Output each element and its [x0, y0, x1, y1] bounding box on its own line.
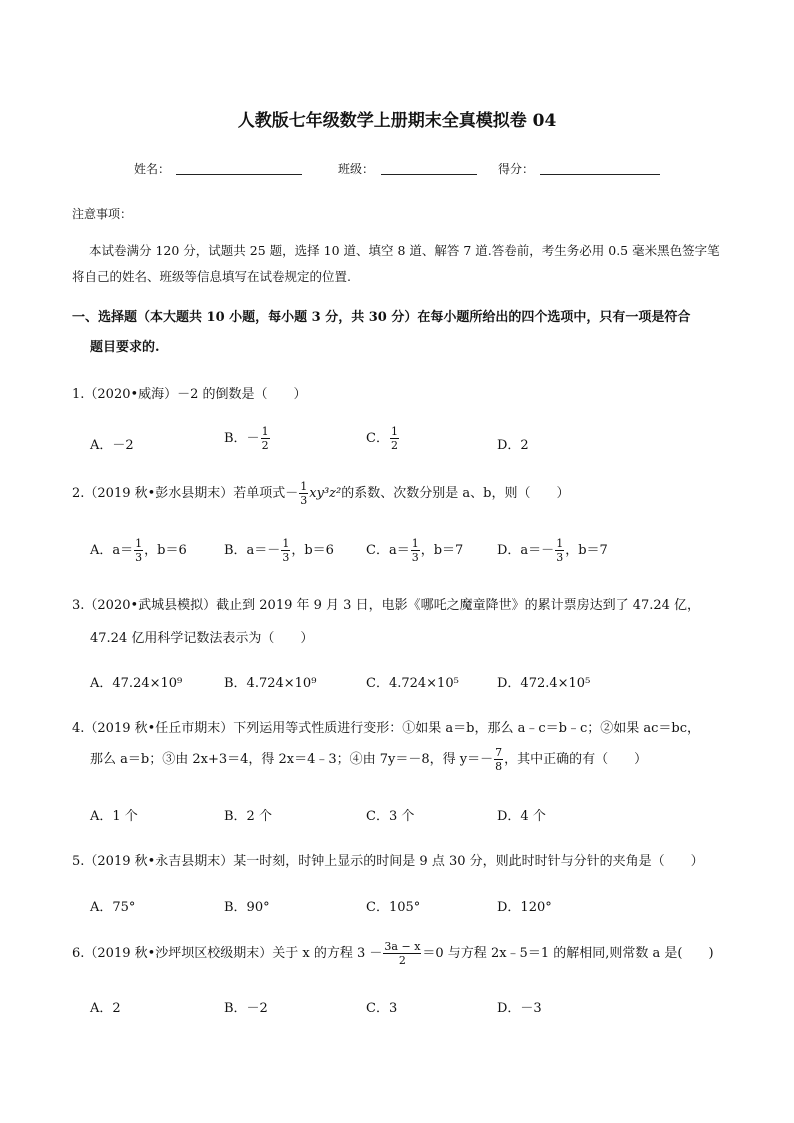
page-title: 人教版七年级数学上册期末全真模拟卷 04 [237, 111, 557, 131]
notes-heading: 注意事项： [72, 207, 133, 221]
question-4-line2: 那么 a＝b；③由 2x+3＝4，得 2x＝4﹣3；④由 7y＝－8，得 y＝－ $\frac{7}{8}$ ，其中正确的有（ ） [90, 746, 648, 773]
question-4-line1: 4.（2019 秋•任丘市期末）下列运用等式性质进行变形：①如果 a＝b，那么 a﹣c＝b﹣c；②如果 ac＝bc， [72, 721, 701, 736]
q5-option-a: A．75° [90, 900, 136, 915]
fraction: $\frac{1}{3}$ [300, 480, 308, 507]
question-5-stem: 5.（2019 秋•永吉县期末）某一时刻，时钟上显示的时间是 9 点 30 分，则此时时针与分针的夹角是（ ） [72, 854, 704, 869]
q6-option-a: A．2 [90, 1001, 121, 1016]
question-3-line2: 47.24 亿用科学记数法表示为（ ） [90, 631, 314, 646]
q3-option-d: D．472.4×10⁵ [497, 676, 591, 691]
q1-option-c: C． $\frac{1}{2}$ [366, 425, 398, 452]
class-field[interactable] [381, 174, 477, 175]
class-label: 班级： [338, 162, 375, 176]
q2-option-c: C．a＝ $\frac{1}{3}$ ，b＝7 [366, 537, 464, 564]
question-3-line1: 3.（2020•武城县模拟）截止到 2019 年 9 月 3 日，电影《哪吒之魔童降世》的累计票房达到了 47.24 亿， [72, 598, 701, 613]
section-heading [72, 303, 722, 363]
section-heading-line2: 题目要求的. [90, 340, 160, 355]
q3-option-b: B．4.724×10⁹ [224, 676, 317, 691]
q3-option-a: A．47.24×10⁹ [90, 676, 183, 691]
q6-option-b: B．－2 [224, 1001, 268, 1016]
fraction: $\frac{1}{3}$ [135, 537, 143, 564]
q6-option-d: D．－3 [497, 1001, 542, 1016]
q4-option-a: A．1 个 [90, 809, 138, 824]
fraction: $\frac{1}{3}$ [556, 537, 564, 564]
q2-option-a: A．a＝ $\frac{1}{3}$ ，b＝6 [90, 537, 187, 564]
score-field[interactable] [540, 174, 660, 175]
q4-option-b: B．2 个 [224, 809, 272, 824]
q4-option-d: D．4 个 [497, 809, 546, 824]
fraction: $\frac{3a - x}{2}$ [384, 940, 421, 967]
q6-option-c: C．3 [366, 1001, 398, 1016]
fraction: $\frac{1}{3}$ [282, 537, 290, 564]
q1-option-b: B．－ $\frac{1}{2}$ [224, 425, 269, 452]
question-1-stem: 1.（2020•威海）－2 的倒数是（ ） [72, 387, 307, 402]
notes-body: 本试卷满分 120 分，试题共 25 题，选择 10 道、填空 8 道、解答 7 道.答卷前，考生务必用 0.5 毫米黑色签字笔将自己的姓名、班级等信息填写在试卷规定的位置. [72, 243, 720, 284]
score-label: 得分： [498, 162, 535, 176]
section-heading-line1: 一、选择题（本大题共 10 小题，每小题 3 分，共 30 分）在每小题所给出的四个选项中，只有一项是符合 [72, 310, 691, 325]
q1-option-d: D．2 [497, 438, 529, 453]
fraction: $\frac{7}{8}$ [495, 746, 503, 773]
monomial: xy³z² [309, 486, 342, 501]
q5-option-b: B．90° [224, 900, 270, 915]
fraction: $\frac{1}{2}$ [261, 425, 269, 452]
q1-option-a: A．－2 [90, 438, 134, 453]
name-field[interactable] [176, 174, 302, 175]
fraction: $\frac{1}{3}$ [411, 537, 419, 564]
question-6-stem: 6.（2019 秋•沙坪坝区校级期末）关于 x 的方程 3 － $\frac{3a - x}{2}$ ＝0 与方程 2x﹣5＝1 的解相同,则常数 a 是( ) [72, 940, 714, 967]
q5-option-d: D．120° [497, 900, 552, 915]
q2-option-b: B．a＝－ $\frac{1}{3}$ ，b＝6 [224, 537, 334, 564]
fraction: $\frac{1}{2}$ [390, 425, 398, 452]
q2-option-d: D．a＝－ $\frac{1}{3}$ ，b＝7 [497, 537, 608, 564]
q4-option-c: C．3 个 [366, 809, 415, 824]
name-label: 姓名： [134, 162, 171, 176]
q3-option-c: C．4.724×10⁵ [366, 676, 459, 691]
q5-option-c: C．105° [366, 900, 421, 915]
question-2-stem: 2.（2019 秋•彭水县期末）若单项式－ $\frac{1}{3}$ xy³z²的系数、次数分别是 a、b，则（ ） [72, 480, 570, 507]
